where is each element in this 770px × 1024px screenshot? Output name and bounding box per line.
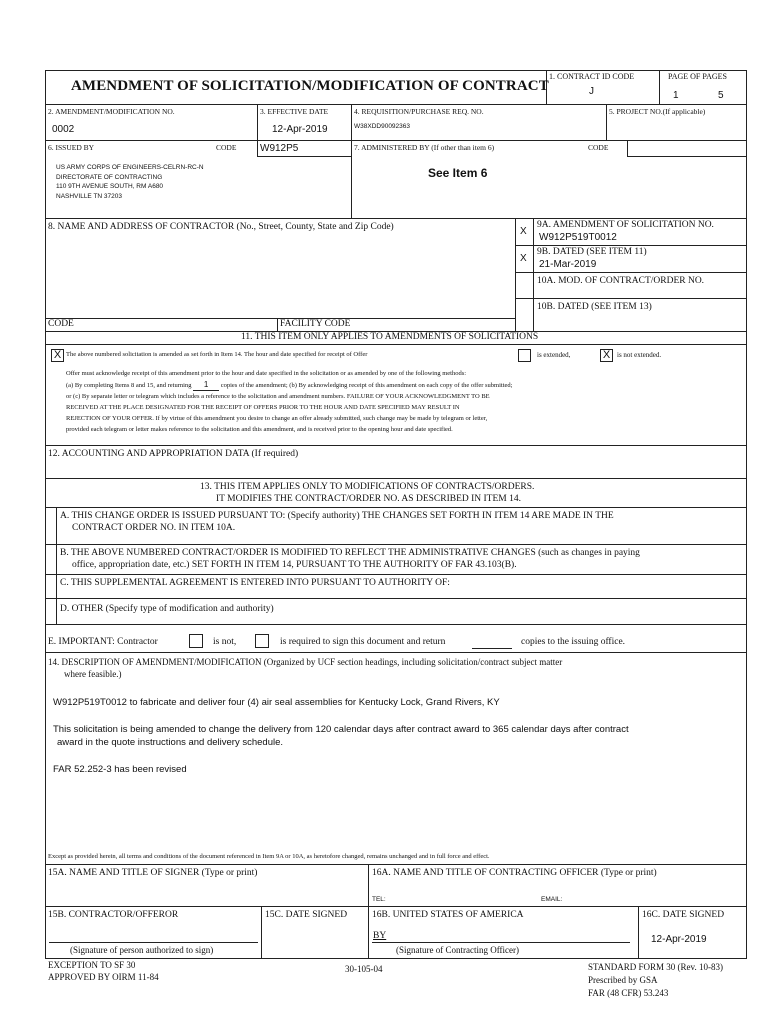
amendment-no-value[interactable]: 0002 bbox=[52, 124, 75, 135]
contracting-officer-label: 16A. NAME AND TITLE OF CONTRACTING OFFICER (Type or print) bbox=[372, 868, 657, 878]
description-paragraph-1: W912P519T0012 to fabricate and deliver four (4) air seal assemblies for Kentucky Lock, Grand Rivers, KY bbox=[53, 697, 500, 708]
item13-heading-1: 13. THIS ITEM APPLIES ONLY TO MODIFICATIONS OF CONTRACTS/ORDERS. bbox=[200, 482, 535, 492]
form-number: 30-105-04 bbox=[345, 964, 383, 974]
standard-form-line-3: FAR (48 CFR) 53.243 bbox=[588, 988, 669, 998]
not-extended-checkbox[interactable]: X bbox=[600, 349, 613, 362]
signer-name-label: 15A. NAME AND TITLE OF SIGNER (Type or print) bbox=[48, 868, 258, 878]
item13-c: C. THIS SUPPLEMENTAL AGREEMENT IS ENTERED INTO PURSUANT TO AUTHORITY OF: bbox=[60, 578, 450, 588]
contract-id-value: J bbox=[589, 86, 594, 97]
issued-by-label: 6. ISSUED BY bbox=[48, 143, 95, 152]
exception-line-2: APPROVED BY OIRM 11-84 bbox=[48, 972, 159, 982]
mod-contract-no-label: 10A. MOD. OF CONTRACT/ORDER NO. bbox=[537, 276, 705, 286]
solicitation-no-value[interactable]: W912P519T0012 bbox=[539, 232, 617, 243]
instruction-part: copies of the amendment; (b) By acknowledging receipt of this amendment on each copy of the offer submitted; bbox=[220, 382, 513, 389]
check-9a[interactable]: X bbox=[520, 226, 527, 237]
instruction-part: (a) By completing Items 8 and 15, and returning bbox=[66, 382, 192, 389]
date-signed-16c-value[interactable]: 12-Apr-2019 bbox=[651, 934, 707, 945]
item13-b-line-2: office, appropriation date, etc.) SET FORTH IN ITEM 14, PURSUANT TO THE AUTHORITY OF FAR 43.103(B). bbox=[72, 560, 517, 570]
item13-a-line-2: CONTRACT ORDER NO. IN ITEM 10A. bbox=[72, 523, 236, 533]
item11-heading: 11. THIS ITEM ONLY APPLIES TO AMENDMENTS OF SOLICITATIONS bbox=[241, 332, 539, 342]
item13-b-line-1: B. THE ABOVE NUMBERED CONTRACT/ORDER IS MODIFIED TO REFLECT THE ADMINISTRATIVE CHANGES (such as changes in paying bbox=[60, 548, 640, 558]
copies-value[interactable]: 1 bbox=[193, 379, 219, 391]
form-title: AMENDMENT OF SOLICITATION/MODIFICATION OF CONTRACT bbox=[71, 78, 549, 94]
date-signed-15c-label: 15C. DATE SIGNED bbox=[265, 910, 348, 920]
administered-by-label: 7. ADMINISTERED BY (If other than item 6) bbox=[354, 143, 495, 152]
date-signed-16c-label: 16C. DATE SIGNED bbox=[642, 910, 725, 920]
administered-by-value: See Item 6 bbox=[428, 166, 488, 180]
exception-line-1: EXCEPTION TO SF 30 bbox=[48, 960, 136, 970]
issuer-line: 110 9TH AVENUE SOUTH, RM A680 bbox=[56, 183, 164, 190]
contract-id-label: 1. CONTRACT ID CODE bbox=[549, 72, 635, 81]
important-label: E. IMPORTANT: Contractor bbox=[48, 637, 158, 647]
amended-checkbox[interactable]: X bbox=[51, 349, 64, 362]
check-9b[interactable]: X bbox=[520, 253, 527, 264]
instruction-line: provided each telegram or letter makes reference to the solicitation and this amendment, and is received prior to the opening hour and date specified. bbox=[66, 426, 453, 433]
solicitation-no-label: 9A. AMENDMENT OF SOLICITATION NO. bbox=[537, 220, 714, 230]
description-label-2: where feasible.) bbox=[64, 669, 122, 679]
issuer-address bbox=[56, 163, 204, 201]
description-label-1: 14. DESCRIPTION OF AMENDMENT/MODIFICATION (Organized by UCF section headings, including solicitation/contract subject matter bbox=[48, 657, 563, 667]
description-paragraph-2b: award in the quote instructions and delivery schedule. bbox=[57, 737, 284, 748]
dated-10b-label: 10B. DATED (SEE ITEM 13) bbox=[537, 302, 652, 312]
description-paragraph-2a: This solicitation is being amended to change the delivery from 120 calendar days after contract award to 365 calendar days after contract bbox=[53, 724, 629, 735]
dated-9b-value[interactable]: 21-Mar-2019 bbox=[539, 259, 597, 270]
instruction-line: or (c) By separate letter or telegram which includes a reference to the solicitation and amendment numbers. FAILURE OF YOUR ACKNOWLEDGMENT TO BE bbox=[66, 393, 490, 400]
not-extended-text: is not extended. bbox=[617, 351, 662, 359]
project-no-label: 5. PROJECT NO.(If applicable) bbox=[609, 107, 706, 116]
required-text: is required to sign this document and return bbox=[280, 637, 446, 647]
instruction-line: RECEIVED AT THE PLACE DESIGNATED FOR THE RECEIPT OF OFFERS PRIOR TO THE HOUR AND DATE SPECIFIED MAY RESULT IN bbox=[66, 404, 460, 411]
instruction-line bbox=[66, 379, 512, 391]
contractor-offeror-label: 15B. CONTRACTOR/OFFEROR bbox=[48, 910, 179, 920]
item13-a-line-1: A. THIS CHANGE ORDER IS ISSUED PURSUANT TO: (Specify authority) THE CHANGES SET FORTH IN ITEM 14 ARE MADE IN THE bbox=[60, 511, 614, 521]
issuer-line: NASHVILLE TN 37203 bbox=[56, 192, 122, 200]
instruction-line: Offer must acknowledge receipt of this amendment prior to the hour and date specified in the solicitation or as amended by one of the following methods: bbox=[66, 370, 467, 377]
issuer-line: US ARMY CORPS OF ENGINEERS-CELRN-RC-N bbox=[56, 164, 204, 171]
contractor-label: 8. NAME AND ADDRESS OF CONTRACTOR (No., Street, County, State and Zip Code) bbox=[48, 222, 394, 232]
facility-code-label: FACILITY CODE bbox=[280, 319, 351, 329]
administered-code-label: CODE bbox=[588, 143, 609, 152]
copies-blank[interactable] bbox=[472, 648, 512, 649]
issued-by-code-value[interactable]: W912P5 bbox=[260, 143, 299, 154]
page-of-pages-label: PAGE OF PAGES bbox=[668, 72, 727, 81]
signature-officer-caption: (Signature of Contracting Officer) bbox=[396, 945, 520, 955]
instruction-line: REJECTION OF YOUR OFFER. If by virtue of this amendment you desire to change an offer already submitted, such change may be made by telegram or letter, bbox=[66, 415, 488, 422]
by-label: BY bbox=[373, 931, 387, 941]
copies-text: copies to the issuing office. bbox=[521, 637, 626, 647]
united-states-label: 16B. UNITED STATES OF AMERICA bbox=[372, 910, 524, 920]
page-number: 1 bbox=[673, 90, 679, 101]
issuer-line: DIRECTORATE OF CONTRACTING bbox=[56, 173, 163, 181]
terms-footer: Except as provided herein, all terms and conditions of the document referenced in Item 9A or 10A, as heretofore changed, remains unchanged and in full force and effect. bbox=[48, 853, 490, 860]
is-not-text: is not, bbox=[213, 637, 237, 647]
description-paragraph-3: FAR 52.252-3 has been revised bbox=[53, 764, 187, 775]
contractor-required-checkbox[interactable] bbox=[255, 634, 269, 648]
item13-heading-2: IT MODIFIES THE CONTRACT/ORDER NO. AS DESCRIBED IN ITEM 14. bbox=[216, 494, 521, 504]
issued-by-code-label: CODE bbox=[216, 143, 237, 152]
requisition-value[interactable]: W38XDD90092363 bbox=[354, 123, 411, 130]
effective-date-value[interactable]: 12-Apr-2019 bbox=[272, 124, 328, 135]
accounting-label: 12. ACCOUNTING AND APPROPRIATION DATA (If required) bbox=[48, 449, 299, 459]
item11-instructions bbox=[66, 368, 512, 435]
standard-form-line-2: Prescribed by GSA bbox=[588, 975, 658, 985]
effective-date-label: 3. EFFECTIVE DATE bbox=[260, 107, 329, 116]
standard-form-line-1: STANDARD FORM 30 (Rev. 10-83) bbox=[588, 962, 723, 972]
item13-d: D. OTHER (Specify type of modification and authority) bbox=[60, 604, 274, 614]
dated-9b-label: 9B. DATED (SEE ITEM 11) bbox=[537, 247, 647, 257]
contractor-code-label: CODE bbox=[48, 319, 74, 329]
requisition-label: 4. REQUISITION/PURCHASE REQ. NO. bbox=[354, 107, 484, 116]
email-label: EMAIL: bbox=[541, 896, 563, 903]
page-count: 5 bbox=[718, 90, 724, 101]
contractor-is-not-checkbox[interactable] bbox=[189, 634, 203, 648]
amended-text: The above numbered solicitation is amended as set forth in Item 14. The hour and date specified for receipt of Offer bbox=[66, 351, 368, 358]
amendment-no-label: 2. AMENDMENT/MODIFICATION NO. bbox=[48, 107, 175, 116]
signature-person-caption: (Signature of person authorized to sign) bbox=[70, 945, 214, 955]
extended-text: is extended, bbox=[537, 351, 571, 359]
extended-checkbox[interactable] bbox=[518, 349, 531, 362]
tel-label: TEL: bbox=[372, 896, 386, 903]
